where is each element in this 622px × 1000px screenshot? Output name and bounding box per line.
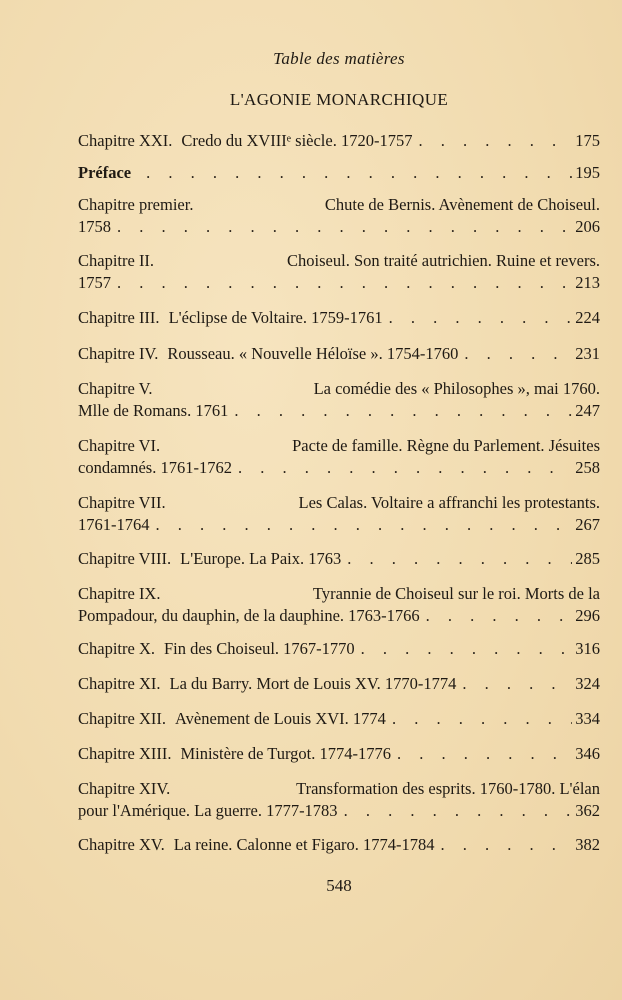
dot-leader	[383, 307, 572, 329]
toc-entry-label: Préface	[78, 163, 132, 182]
toc-entry-label: Chapitre IV.	[78, 344, 159, 363]
toc-entry-label: Chapitre III.	[78, 308, 160, 327]
toc-entry	[78, 743, 600, 765]
toc-entry-page: 195	[575, 163, 600, 182]
dot-leader	[111, 216, 572, 238]
dot-leader	[435, 834, 572, 856]
toc-entry	[78, 435, 600, 479]
toc-entry-label: Chapitre XXI.	[78, 131, 173, 150]
toc-entry	[78, 492, 600, 536]
toc-entry-title: Mlle de Romans. 1761	[78, 401, 229, 420]
running-head: Table des matières	[273, 49, 405, 68]
page	[78, 0, 600, 1000]
dot-leader	[420, 605, 572, 627]
toc-entry-title: 1758	[78, 217, 111, 236]
toc-entry-page: 224	[575, 308, 600, 327]
toc-entry-title: La comédie des « Philosophes », mai 1760.	[313, 379, 600, 398]
toc-entry	[78, 307, 600, 329]
toc-entry	[78, 378, 600, 422]
toc-entry-title: Rousseau. « Nouvelle Héloïse ». 1754-1760	[167, 344, 459, 363]
toc-entry-page: 296	[575, 606, 600, 625]
toc-entry-title: Ministère de Turgot. 1774-1776	[180, 744, 392, 763]
toc-entry-label: Chapitre X.	[78, 639, 155, 658]
toc-entry-page: 316	[575, 639, 600, 658]
toc-entry	[78, 638, 600, 660]
toc-entry-page: 231	[575, 344, 600, 363]
toc-entry-title: Pompadour, du dauphin, de la dauphine. 1763-1766	[78, 606, 420, 625]
toc-entry-title: L'Europe. La Paix. 1763	[180, 549, 342, 568]
dot-leader	[338, 800, 572, 822]
toc-entry-page: 267	[575, 515, 600, 534]
dot-leader	[355, 638, 572, 660]
dot-leader	[111, 272, 572, 294]
toc-entry-label: Chapitre XIV.	[78, 779, 171, 798]
toc-entry	[78, 548, 600, 570]
toc-entry	[78, 583, 600, 627]
toc-entry	[78, 673, 600, 695]
toc-entry-title: Pacte de famille. Règne du Parlement. Jésuites	[292, 436, 600, 455]
page-number: 548	[326, 876, 352, 895]
toc-entry-title: La reine. Calonne et Figaro. 1774-1784	[173, 835, 435, 854]
toc-entry-label: Chapitre V.	[78, 379, 153, 398]
toc-entry-label: Chapitre VIII.	[78, 549, 172, 568]
toc-entry	[78, 250, 600, 294]
toc-entry-title: pour l'Amérique. La guerre. 1777-1783	[78, 801, 338, 820]
toc-entry-page: 324	[575, 674, 600, 693]
dot-leader	[228, 400, 572, 422]
toc-entry-label: Chapitre VII.	[78, 493, 166, 512]
toc-entry-title: L'éclipse de Voltaire. 1759-1761	[168, 308, 383, 327]
dot-leader	[232, 457, 572, 479]
toc-entry-label: Chapitre VI.	[78, 436, 161, 455]
toc-entry-label: Chapitre premier.	[78, 195, 194, 214]
toc-entry-title: Fin des Choiseul. 1767-1770	[163, 639, 355, 658]
toc-entry-page: 362	[575, 801, 600, 820]
toc-entry	[78, 834, 600, 856]
toc-entry-page: 175	[575, 131, 600, 150]
dot-leader	[386, 708, 572, 730]
toc-entry-title: Les Calas. Voltaire a affranchi les protestants.	[298, 493, 600, 512]
toc-entry	[78, 708, 600, 730]
toc-entry-label: Chapitre XII.	[78, 709, 166, 728]
toc-entry-page: 213	[575, 273, 600, 292]
toc-entry-title: 1761-1764	[78, 515, 150, 534]
toc-entry-title: Transformation des esprits. 1760-1780. L'élan	[296, 779, 600, 798]
dot-leader	[458, 343, 572, 365]
toc-entry-title: Tyrannie de Choiseul sur le roi. Morts de la	[312, 584, 600, 603]
toc-entry-page: 334	[575, 709, 600, 728]
toc-entry-label: Chapitre XI.	[78, 674, 161, 693]
toc-entry-label: Chapitre II.	[78, 251, 155, 270]
dot-leader	[456, 673, 572, 695]
toc-entry-page: 346	[575, 744, 600, 763]
toc-entry-page: 258	[575, 458, 600, 477]
toc-entry-title: Chute de Bernis. Avènement de Choiseul.	[324, 195, 600, 214]
toc-entry	[78, 130, 600, 152]
part-title: L'AGONIE MONARCHIQUE	[229, 90, 449, 109]
toc-entry	[78, 778, 600, 822]
dot-leader	[412, 130, 572, 152]
toc-entry-label: Chapitre XV.	[78, 835, 165, 854]
toc-entry	[78, 162, 600, 184]
toc-entry	[78, 194, 600, 238]
toc-entry-page: 382	[575, 835, 600, 854]
toc-entry-title: Credo du XVIIIᵉ siècle. 1720-1757	[181, 131, 413, 150]
toc-entry-page: 247	[575, 401, 600, 420]
dot-leader	[391, 743, 572, 765]
toc-entry-title: La du Barry. Mort de Louis XV. 1770-1774	[169, 674, 457, 693]
toc-entry-label: Chapitre IX.	[78, 584, 161, 603]
dot-leader	[341, 548, 572, 570]
toc-entry-title: condamnés. 1761-1762	[78, 458, 232, 477]
toc-entry-title: 1757	[78, 273, 111, 292]
toc-entry-label: Chapitre XIII.	[78, 744, 172, 763]
toc-entry-title: Choiseul. Son traité autrichien. Ruine et revers.	[287, 251, 600, 270]
dot-leader	[150, 514, 573, 536]
dot-leader	[140, 162, 572, 184]
toc-entry-page: 206	[575, 217, 600, 236]
toc-entry-title: Avènement de Louis XVI. 1774	[174, 709, 386, 728]
toc-entry	[78, 343, 600, 365]
toc-entry-page: 285	[575, 549, 600, 568]
